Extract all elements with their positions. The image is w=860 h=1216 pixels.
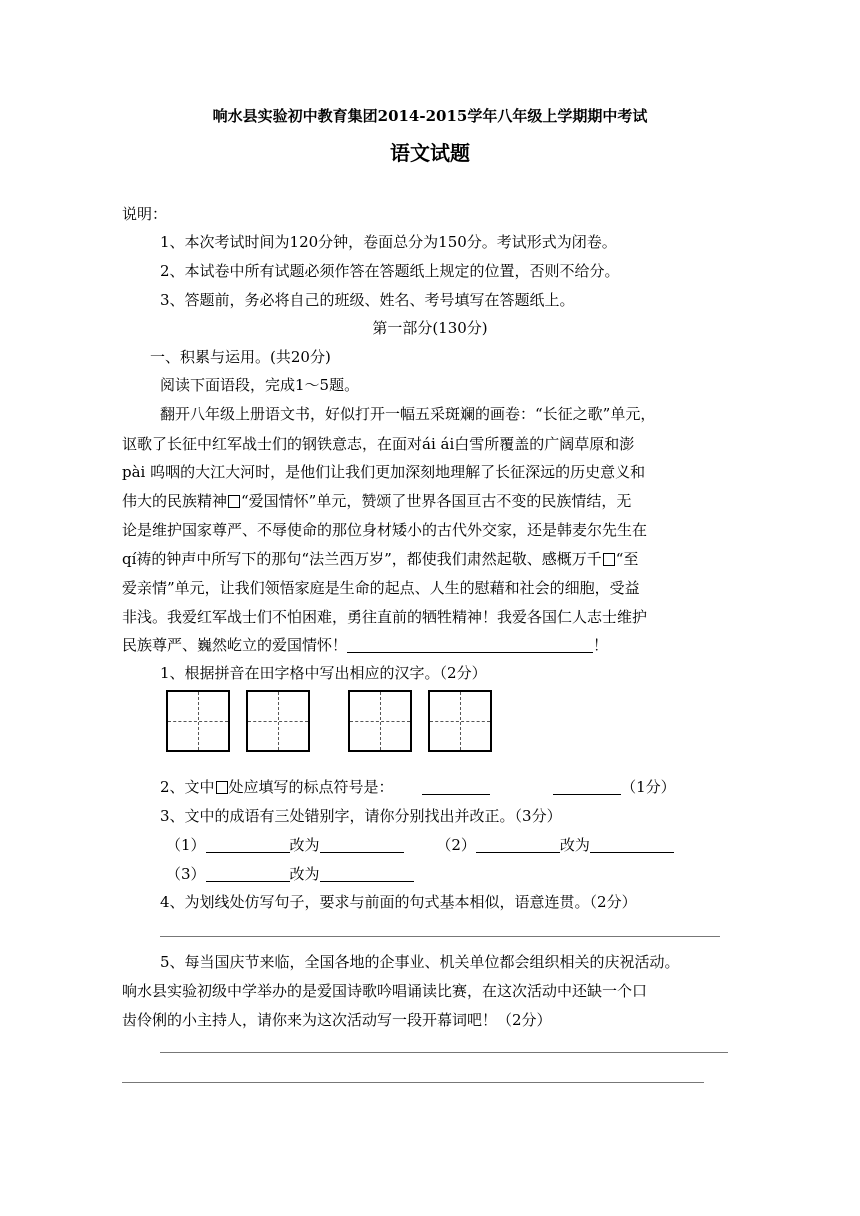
question-5-line-3: 齿伶俐的小主持人，请你来为这次活动写一段开幕词吧！（2分） — [122, 1011, 552, 1029]
passage-line-6 — [122, 549, 638, 569]
passage-line-4 — [122, 491, 631, 511]
instruction-item-3: 3、答题前，务必将自己的班级、姓名、考号填写在答题纸上。 — [160, 291, 575, 309]
punctuation-box-ref — [216, 781, 228, 794]
passage-line-6-end: “至 — [615, 550, 639, 568]
tianzige-box-1[interactable] — [166, 690, 230, 752]
correction-label-2: （2） — [436, 836, 476, 854]
tianzige-box-4[interactable] — [428, 690, 492, 752]
q4-answer-line[interactable] — [160, 936, 720, 937]
passage-line-4-start: 伟大的民族精神 — [122, 492, 228, 510]
passage-line-4-end: “爱国情怀”单元，赞颂了世界各国亘古不变的民族情结，无 — [241, 492, 632, 510]
question-3: 3、文中的成语有三处错别字，请你分别找出并改正。（3分） — [160, 807, 562, 825]
correct-char-blank-3[interactable] — [320, 865, 414, 882]
section1-heading: 一、积累与运用。(共20分) — [150, 348, 331, 366]
exam-title: 响水县实验初中教育集团2014-2015学年八年级上学期期中考试 — [212, 107, 648, 125]
q5-answer-line-1[interactable] — [160, 1052, 728, 1053]
question-2-mid: 处应填写的标点符号是： — [228, 778, 394, 796]
correction-label-3: （3） — [166, 865, 206, 883]
passage-line-1: 翻开八年级上册语文书，好似打开一幅五采斑斓的画卷：“长征之歌”单元， — [160, 405, 656, 423]
correction-row-2 — [166, 864, 414, 884]
passage-line-8: 非浅。我爱红军战士们不怕困难，勇往直前的牺牲精神！我爱各国仁人志士维护 — [122, 608, 648, 626]
instruction-item-1: 1、本次考试时间为120分钟，卷面总分为150分。考试形式为闭卷。 — [160, 233, 617, 251]
passage-line-9 — [122, 635, 608, 655]
passage-line-3: pài 呜咽的大江大河时，是他们让我们更加深刻地理解了长征深远的历史意义和 — [122, 463, 646, 481]
correction-label-1: （1） — [166, 836, 206, 854]
change-to-3: 改为 — [289, 865, 320, 883]
wrong-char-blank-2[interactable] — [476, 836, 560, 853]
wrong-char-blank-3[interactable] — [206, 865, 290, 882]
instruction-item-2: 2、本试卷中所有试题必须作答在答题纸上规定的位置，否则不给分。 — [160, 262, 620, 280]
question-5-line-2: 响水县实验初级中学举办的是爱国诗歌吟唱诵读比赛，在这次活动中还缺一个口 — [122, 982, 648, 1000]
question-2-score: （1分） — [621, 778, 676, 796]
part1-heading: 第一部分(130分) — [372, 319, 488, 337]
punctuation-blank-2[interactable] — [553, 778, 621, 795]
question-2 — [160, 777, 676, 797]
passage-line-7: 爱亲情”单元，让我们领悟家庭是生命的起点、人生的慰藉和社会的细胞，受益 — [122, 579, 640, 597]
exam-subtitle: 语文试题 — [390, 141, 470, 165]
wrong-char-blank-1[interactable] — [206, 836, 290, 853]
correct-char-blank-2[interactable] — [590, 836, 674, 853]
passage-line-5: 论是维护国家尊严、不辱使命的那位身材矮小的古代外交家，还是韩麦尔先生在 — [122, 521, 648, 539]
punctuation-box-1 — [228, 495, 240, 508]
passage-line-2: 讴歌了长征中红军战士们的钢铁意志，在面对ái ái白雪所覆盖的广阔草原和澎 — [122, 435, 635, 453]
instructions-label: 说明： — [122, 205, 168, 223]
question-1: 1、根据拼音在田字格中写出相应的汉字。（2分） — [160, 664, 487, 682]
tianzige-box-2[interactable] — [246, 690, 310, 752]
q5-answer-line-2[interactable] — [122, 1082, 704, 1083]
change-to-1: 改为 — [289, 836, 320, 854]
question-4: 4、为划线处仿写句子，要求与前面的句式基本相似，语意连贯。（2分） — [160, 893, 637, 911]
passage-line-6-start: qí祷的钟声中所写下的那句“法兰西万岁”，都使我们肃然起敬、感概万千 — [122, 550, 602, 568]
correct-char-blank-1[interactable] — [320, 836, 404, 853]
correction-row-1 — [166, 835, 674, 855]
question-2-start: 2、文中 — [160, 778, 215, 796]
tianzige-box-3[interactable] — [348, 690, 412, 752]
punctuation-box-2 — [603, 553, 615, 566]
punctuation-blank-1[interactable] — [422, 778, 490, 795]
reading-prompt: 阅读下面语段，完成1～5题。 — [160, 376, 360, 394]
question-5-line-1: 5、每当国庆节来临，全国各地的企事业、机关单位都会组织相关的庆祝活动。 — [160, 953, 680, 971]
passage-line-9-end: ！ — [593, 636, 609, 654]
passage-line-9-start: 民族尊严、巍然屹立的爱国情怀！ — [122, 636, 348, 654]
change-to-2: 改为 — [559, 836, 590, 854]
imitation-blank[interactable] — [347, 636, 593, 653]
